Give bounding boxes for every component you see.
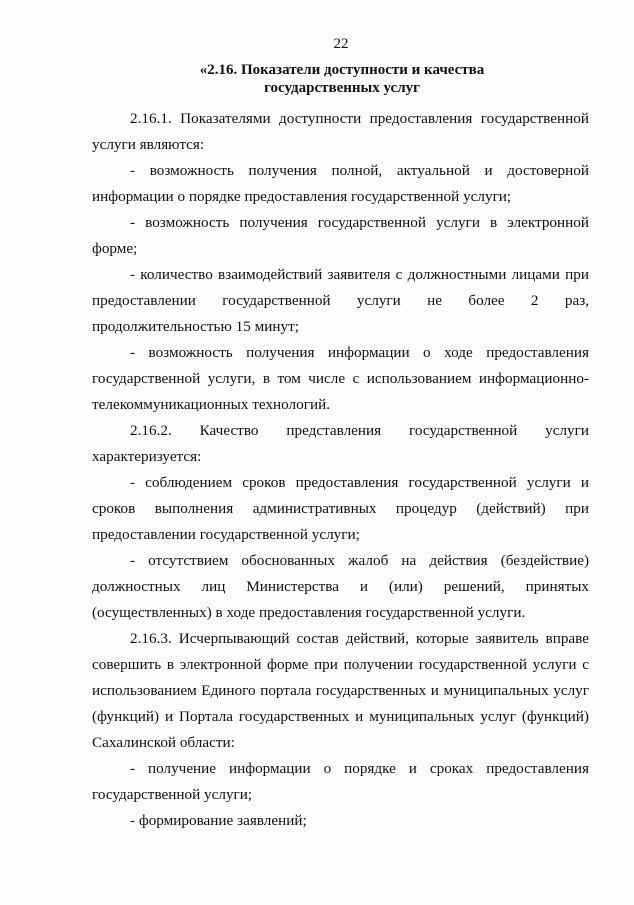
paragraph: - отсутствием обоснованных жалоб на действия (бездействие) должностных лиц Министерства и (или) решений, принятых (осуществленных) в ходе предоставления государственной услуги. — [92, 552, 589, 621]
section-heading-line-2: государственных услуг — [264, 80, 420, 96]
paragraph: - соблюдением сроков предоставления государственной услуги и сроков выполнения административных процедур (действий) при предоставлении государственной услуги; — [92, 474, 589, 543]
paragraph: 2.16.2. Качество представления государственной услуги характеризуется: — [92, 422, 589, 465]
document-body — [92, 106, 589, 834]
paragraph: - возможность получения полной, актуальной и достоверной информации о порядке предоставления государственной услуги; — [92, 162, 589, 205]
paragraph: - получение информации о порядке и сроках предоставления государственной услуги; — [92, 760, 589, 803]
section-heading — [92, 61, 592, 97]
section-heading-line-1: «2.16. Показатели доступности и качества — [199, 62, 485, 78]
paragraph: 2.16.3. Исчерпывающий состав действий, которые заявитель вправе совершить в электронной форме при получении государственной услуги с использованием Единого портала государственных и муниципальных услуг (функций) и Портала государственных и муниципальных услуг (функций) Сахалинской области: — [92, 630, 589, 751]
paragraph: - формирование заявлений; — [130, 812, 307, 829]
paragraph: 2.16.1. Показателями доступности предоставления государственной услуги являются: — [92, 110, 589, 153]
page-number: 22 — [333, 36, 349, 52]
paragraph: - количество взаимодействий заявителя с должностными лицами при предоставлении государственной услуги не более 2 раз, продолжительностью 15 минут; — [92, 266, 589, 335]
paragraph: - возможность получения информации о ходе предоставления государственной услуги, в том числе с использованием информационно-телекоммуникационных технологий. — [92, 344, 589, 413]
paragraph: - возможность получения государственной услуги в электронной форме; — [92, 214, 589, 257]
